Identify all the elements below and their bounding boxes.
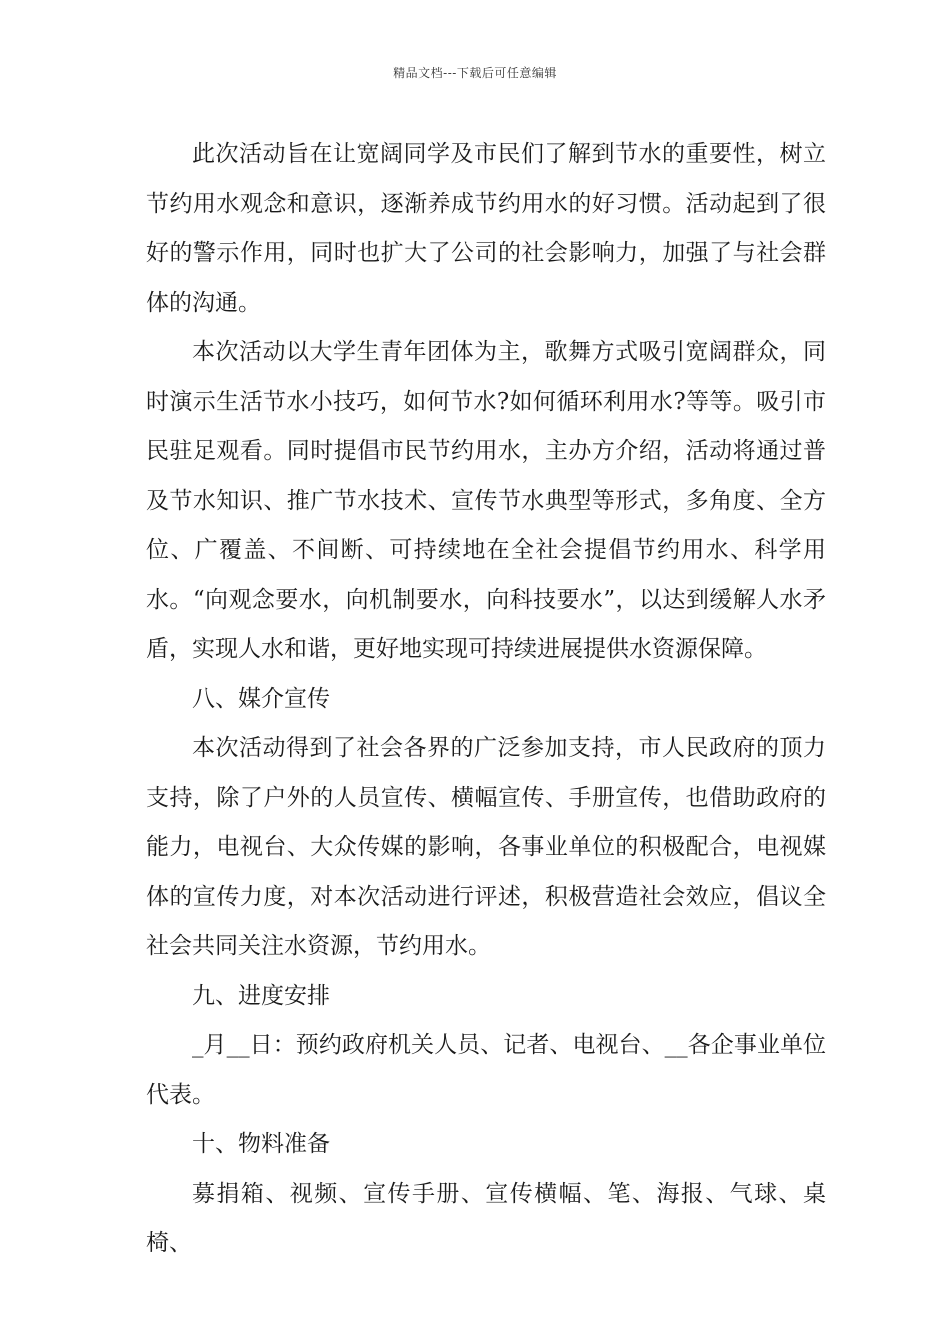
paragraph: 本次活动以大学生青年团体为主，歌舞方式吸引宽阔群众，同时演示生活节水小技巧，如何节水?如何循环利用水?等等。吸引市民驻足观看。同时提倡市民节约用水，主办方介绍，活动将通过普及节水知识、推广节水技术、宣传节水典型等形式，多角度、全方位、广覆盖、不间断、可持续地在全社会提倡节约用水、科学用水。“向观念要水，向机制要水，向科技要水”，以达到缓解人水矛盾，实现人水和谐，更好地实现可持续进展提供水资源保障。: [146, 339, 826, 662]
paragraph: _月__日：预约政府机关人员、记者、电视台、__各企事业单位代表。: [146, 1032, 826, 1108]
paragraph: 募捐箱、视频、宣传手册、宣传横幅、笔、海报、气球、桌椅、: [146, 1180, 826, 1256]
section-heading: 八、媒介宣传: [192, 685, 330, 712]
section-heading: 十、物料准备: [192, 1131, 330, 1157]
document-body: [146, 130, 826, 1269]
page-header: 精品文档---下载后可任意编辑: [393, 66, 557, 80]
paragraph: 本次活动得到了社会各界的广泛参加支持，市人民政府的顶力支持，除了户外的人员宣传、横幅宣传、手册宣传，也借助政府的能力，电视台、大众传媒的影响，各事业单位的积极配合，电视媒体的宣传力度，对本次活动进行评述，积极营造社会效应，倡议全社会共同关注水资源，节约用水。: [146, 735, 826, 959]
section-heading: 九、进度安排: [192, 982, 330, 1009]
paragraph: 此次活动旨在让宽阔同学及市民们了解到节水的重要性，树立节约用水观念和意识，逐渐养成节约用水的好习惯。活动起到了很好的警示作用，同时也扩大了公司的社会影响力，加强了与社会群体的沟通。: [146, 141, 826, 316]
